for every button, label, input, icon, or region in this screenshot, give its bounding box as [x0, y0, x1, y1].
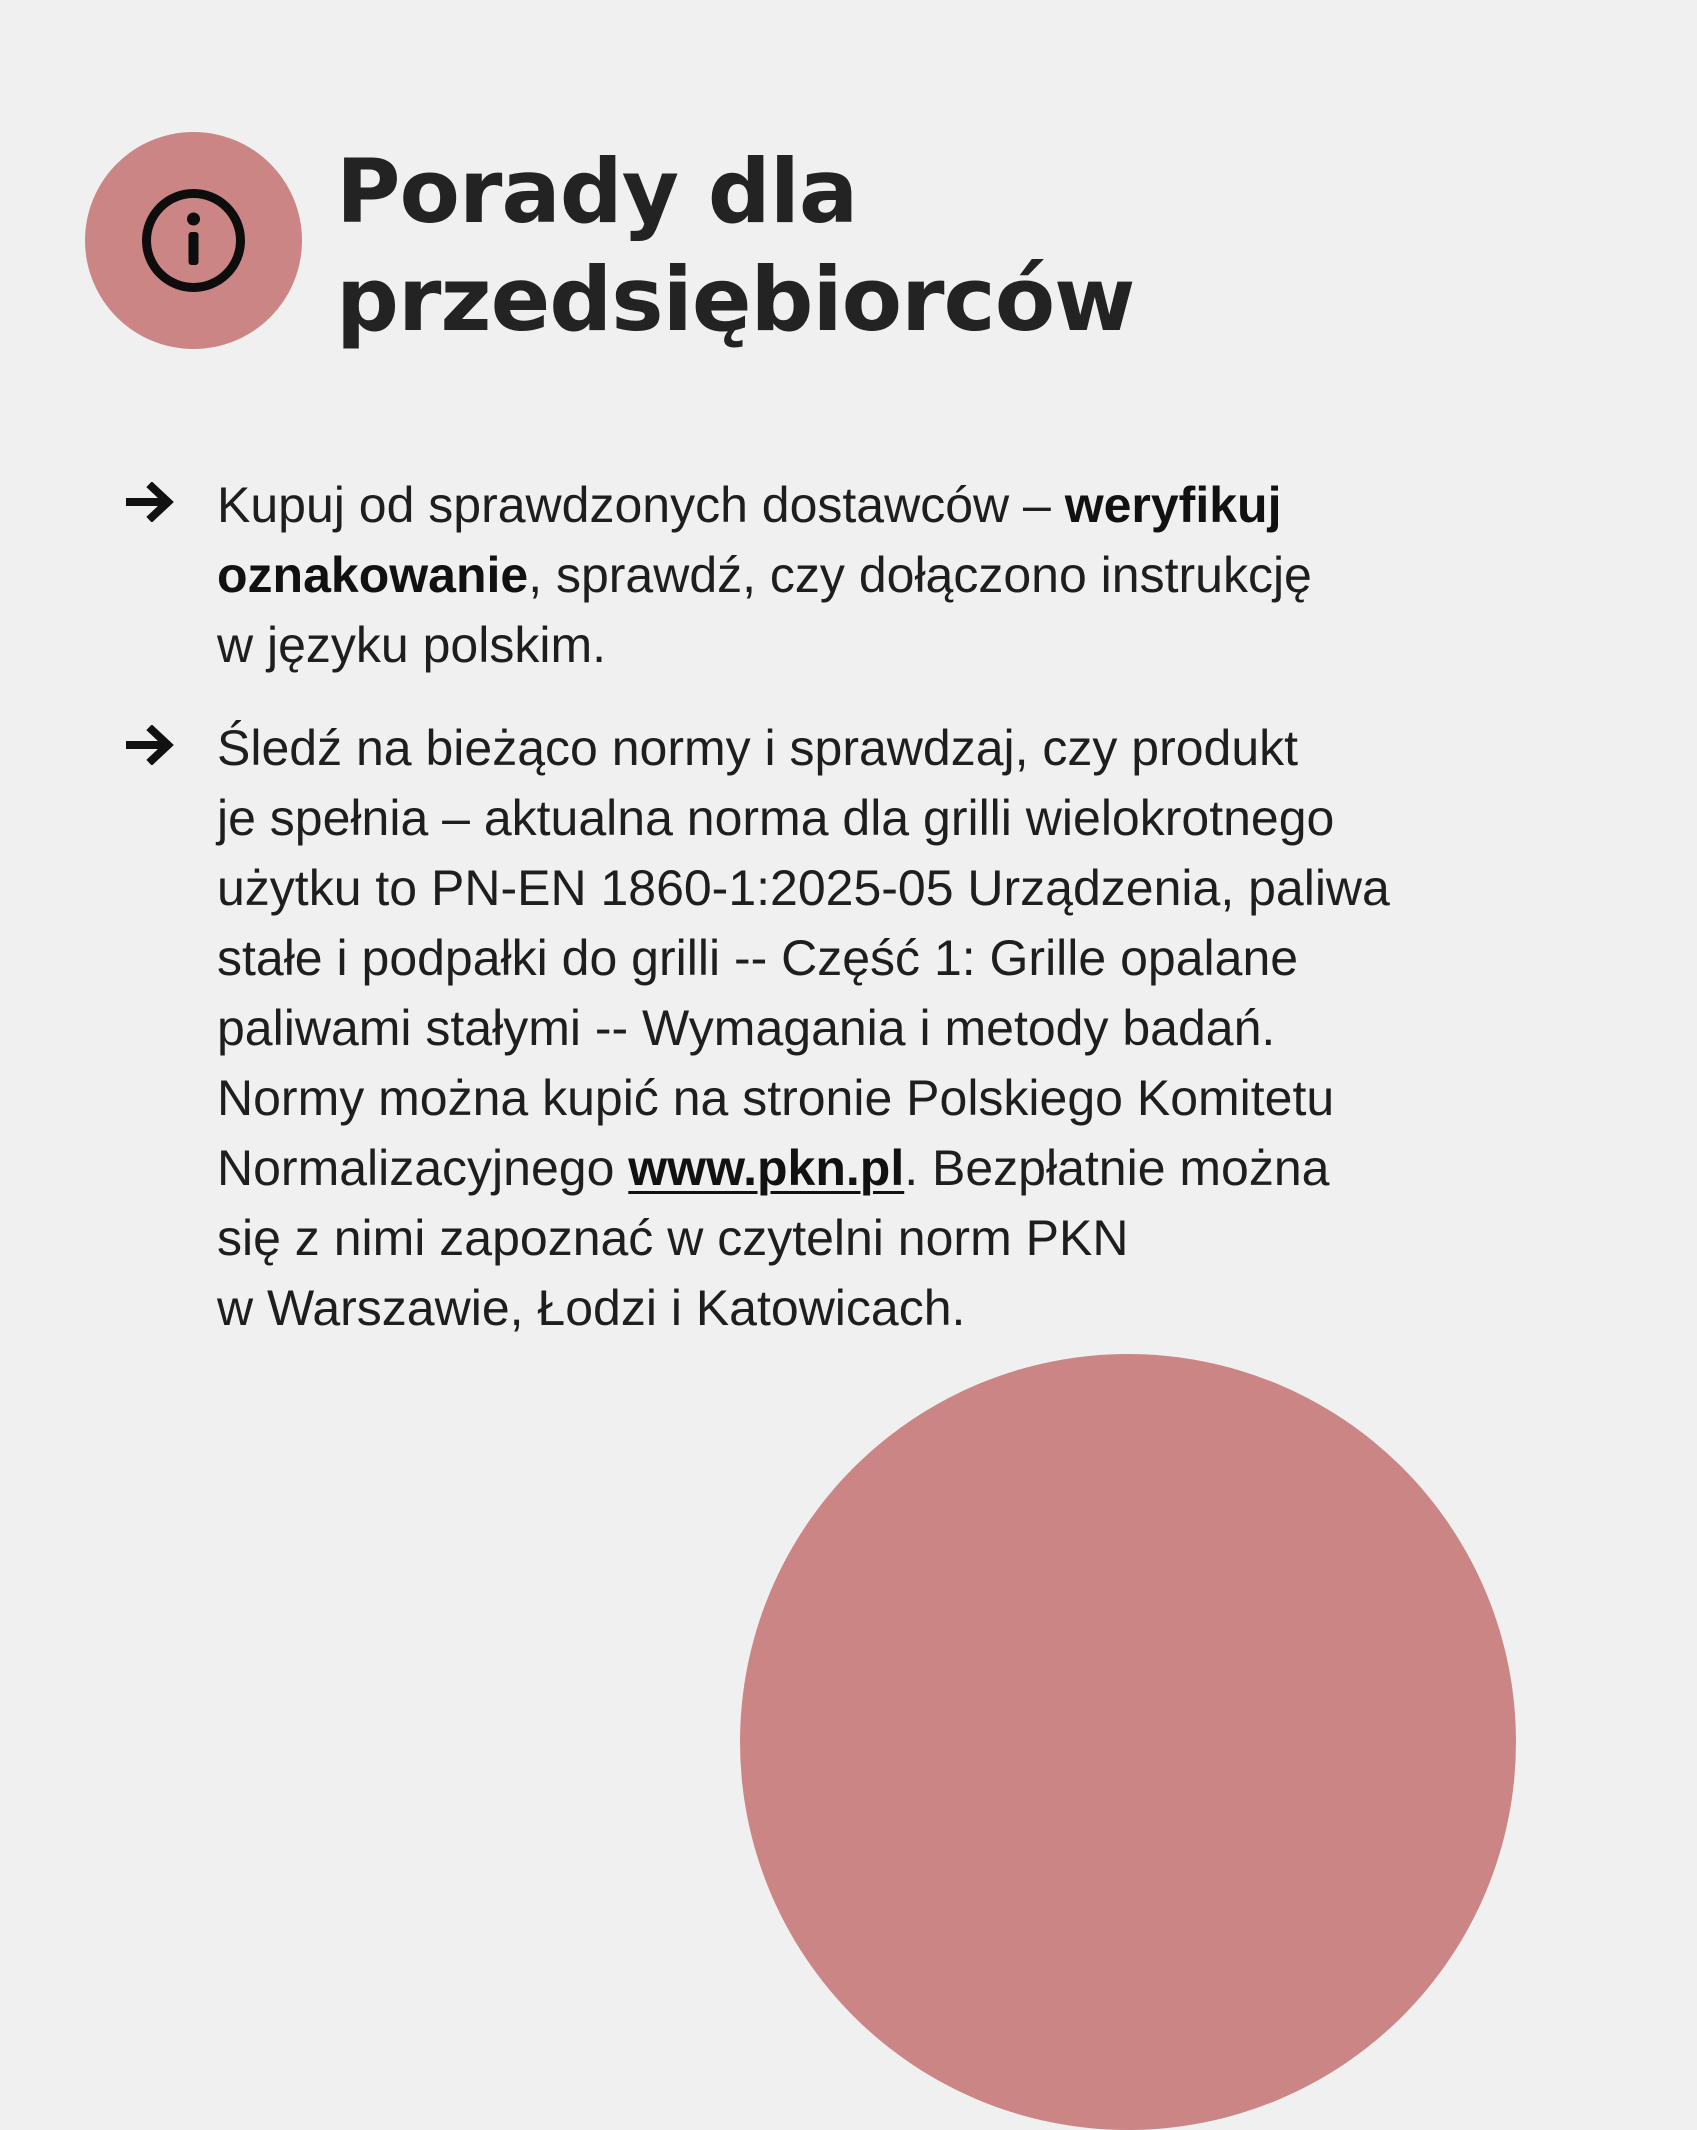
arrow-right-icon [126, 482, 178, 522]
emphasis-text: oznakowanie [217, 547, 529, 603]
title-line-1: Porady dla [336, 140, 858, 243]
decorative-circle [740, 1354, 1516, 2130]
emphasis-text: weryfikuj [1064, 477, 1282, 533]
page-title [336, 138, 1134, 354]
tip-text-1: Kupuj od sprawdzonych dostawców – weryfikuj oznakowanie, sprawdź, czy dołączono instrukcję w języku polskim. [217, 477, 1312, 673]
title-line-2: przedsiębiorców [336, 248, 1135, 351]
tip-text-2: Śledź na bieżąco normy i sprawdzaj, czy produkt je spełnia – aktualna norma dla grilli wielokrotnego użytku to PN-EN 1860-1:2025-05 Urządzenia, paliwa stałe i podpałki do grilli -- Część 1: Grille opalane paliwami stałymi -- Wymagania i metody badań. Normy można kupić na stronie Polskiego Komitetu Normalizacyjnego www.pkn.pl. Bezpłatnie można się z nimi zapoznać w czytelni norm PKN w Warszawie, Łodzi i Katowicach. [217, 720, 1390, 1336]
info-badge [85, 132, 302, 349]
info-icon [140, 187, 247, 294]
pkn-link[interactable]: www.pkn.pl [628, 1140, 905, 1196]
arrow-right-icon [126, 725, 178, 765]
